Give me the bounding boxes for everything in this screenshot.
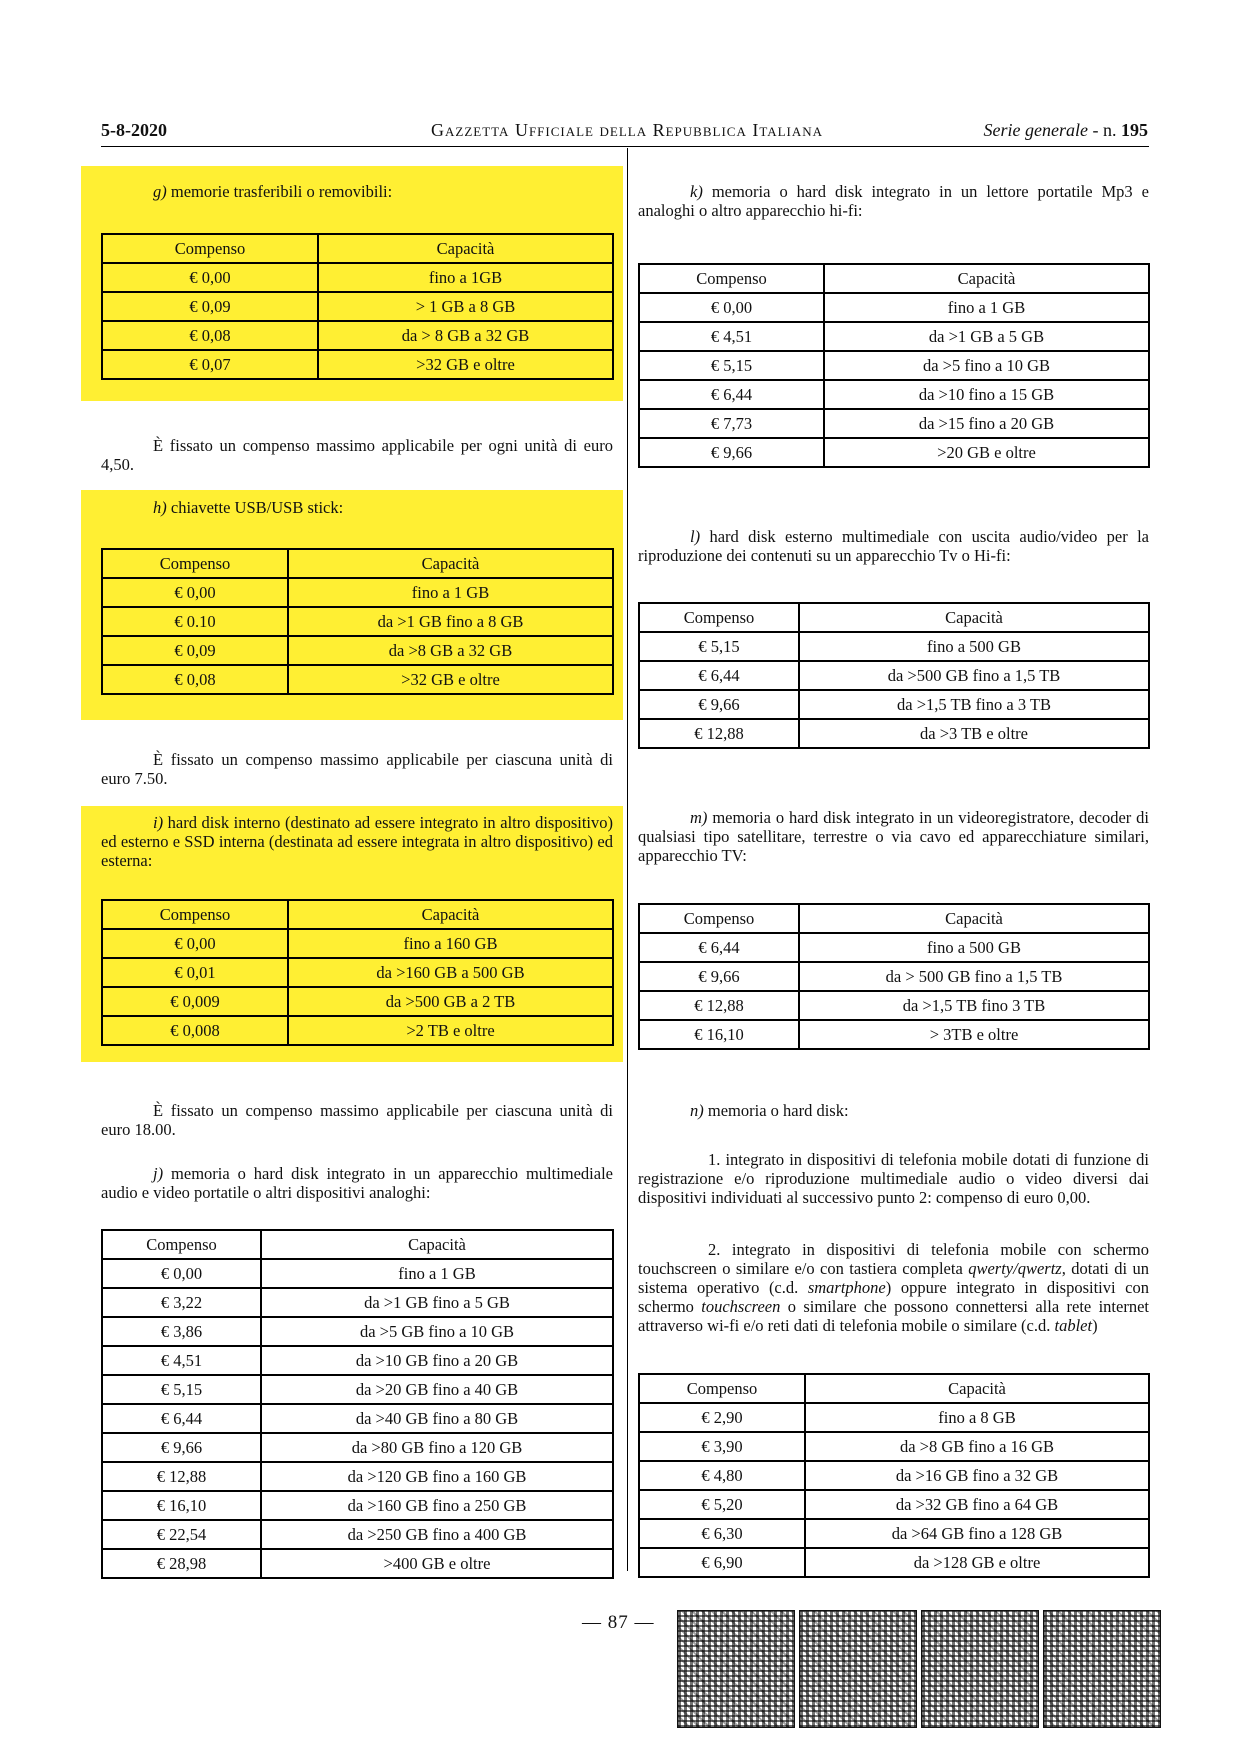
capacita-cell: da >1,5 TB fino 3 TB: [799, 991, 1149, 1020]
capacita-cell: da >80 GB fino a 120 GB: [261, 1433, 613, 1462]
col-capacita: Capacità: [318, 234, 613, 263]
col-capacita: Capacità: [824, 264, 1149, 293]
col-capacita: Capacità: [288, 900, 613, 929]
compenso-cell: € 6,44: [639, 661, 799, 690]
capacita-cell: da >16 GB fino a 32 GB: [805, 1461, 1149, 1490]
compenso-cell: € 3,86: [102, 1317, 261, 1346]
table-row: [102, 958, 613, 987]
capacita-cell: da >5 GB fino a 10 GB: [261, 1317, 613, 1346]
section-title-text: memoria o hard disk integrato in un apparecchio multimediale audio e video portatile o altri dispositivi analoghi:: [101, 1164, 613, 1202]
section-title-text: hard disk interno (destinato ad essere integrato in altro dispositivo) ed esterno e SSD interna (destinata ad essere integrata in altro dispositivo) ed esterna:: [101, 813, 613, 870]
capacita-cell: da >1 GB a 5 GB: [824, 322, 1149, 351]
compenso-cell: € 4,51: [639, 322, 824, 351]
table-row: [102, 1375, 613, 1404]
compenso-cell: € 6,44: [102, 1404, 261, 1433]
compenso-cell: € 9,66: [102, 1433, 261, 1462]
table-row: [102, 1520, 613, 1549]
table-row: [639, 1020, 1149, 1049]
table-row: [639, 632, 1149, 661]
header-rule: [101, 146, 1149, 147]
compenso-cell: € 12,88: [102, 1462, 261, 1491]
capacita-cell: fino a 160 GB: [288, 929, 613, 958]
qr-code-icon: [799, 1610, 917, 1728]
section-i-note: [101, 1101, 613, 1139]
compenso-cell: € 6,30: [639, 1519, 805, 1548]
table-l: [638, 602, 1150, 749]
compenso-cell: € 0,08: [102, 665, 288, 694]
point-text: 2. integrato in dispositivi di telefonia mobile con schermo touchscreen o similare e/o con tastiera completa: [638, 1240, 1149, 1278]
table-row: [102, 1259, 613, 1288]
compenso-cell: € 6,90: [639, 1548, 805, 1577]
capacita-cell: da >40 GB fino a 80 GB: [261, 1404, 613, 1433]
compenso-cell: € 0,00: [102, 263, 318, 292]
compenso-cell: € 0,008: [102, 1016, 288, 1045]
point-text: , dotati di un sistema operativo (c.d.: [638, 1259, 1149, 1297]
table-m: [638, 903, 1150, 1050]
compenso-cell: € 0,07: [102, 350, 318, 379]
section-letter: m): [690, 808, 708, 827]
capacita-cell: da >32 GB fino a 64 GB: [805, 1490, 1149, 1519]
table-row: [102, 350, 613, 379]
compenso-cell: € 12,88: [639, 719, 799, 748]
col-compenso: Compenso: [639, 264, 824, 293]
capacita-cell: >2 TB e oltre: [288, 1016, 613, 1045]
table-row: [102, 1491, 613, 1520]
compenso-cell: € 0,00: [102, 1259, 261, 1288]
capacita-cell: > 3TB e oltre: [799, 1020, 1149, 1049]
col-compenso: Compenso: [102, 549, 288, 578]
capacita-cell: da >120 GB fino a 160 GB: [261, 1462, 613, 1491]
table-row: [102, 1462, 613, 1491]
table-row: [639, 1432, 1149, 1461]
compenso-cell: € 28,98: [102, 1549, 261, 1578]
compenso-cell: € 0,09: [102, 636, 288, 665]
compenso-cell: € 16,10: [639, 1020, 799, 1049]
table-row: [102, 1549, 613, 1578]
capacita-cell: fino a 500 GB: [799, 933, 1149, 962]
series-label: Serie generale: [983, 120, 1088, 140]
table-row: [639, 438, 1149, 467]
point-text: o similare che possono connettersi alla rete internet attraverso wi-fi e/o reti dati di telefonia mobile o similare (c.d.: [638, 1297, 1149, 1335]
point-text: ): [1092, 1316, 1098, 1335]
compenso-cell: € 5,20: [639, 1490, 805, 1519]
section-g-title: [101, 182, 613, 201]
table-row: [639, 1403, 1149, 1432]
compenso-cell: € 0,00: [102, 929, 288, 958]
table-j: [101, 1229, 614, 1579]
table-row: [102, 929, 613, 958]
capacita-cell: da >1 GB fino a 5 GB: [261, 1288, 613, 1317]
compenso-cell: € 16,10: [102, 1491, 261, 1520]
compenso-cell: € 6,44: [639, 380, 824, 409]
compenso-cell: € 7,73: [639, 409, 824, 438]
compenso-cell: € 5,15: [102, 1375, 261, 1404]
capacita-cell: da >160 GB a 500 GB: [288, 958, 613, 987]
table-row: [102, 665, 613, 694]
compenso-cell: € 0,08: [102, 321, 318, 350]
publication-title: Gazzetta Ufficiale della Repubblica Italiana: [431, 120, 824, 140]
table-row: [102, 607, 613, 636]
capacita-cell: da >8 GB a 32 GB: [288, 636, 613, 665]
section-letter: n): [690, 1101, 704, 1120]
compenso-cell: € 4,51: [102, 1346, 261, 1375]
series-separator: - n.: [1088, 120, 1121, 140]
section-letter: g): [153, 182, 167, 201]
section-title-text: memoria o hard disk integrato in un lettore portatile Mp3 e analoghi o altro apparecchio hi-fi:: [638, 182, 1149, 220]
note-text: È fissato un compenso massimo applicabile per ciascuna unità di euro 18.00.: [101, 1101, 613, 1139]
qr-code-icon: [921, 1610, 1039, 1728]
table-row: [639, 661, 1149, 690]
section-letter: j): [153, 1164, 164, 1183]
compenso-cell: € 4,80: [639, 1461, 805, 1490]
compenso-cell: € 0,00: [639, 293, 824, 322]
capacita-cell: da >1 GB fino a 8 GB: [288, 607, 613, 636]
series-info: [984, 120, 1148, 141]
section-title-text: hard disk esterno multimediale con uscita audio/video per la riproduzione dei contenuti su un apparecchio Tv o Hi-fi:: [638, 527, 1149, 565]
section-letter: k): [690, 182, 703, 201]
section-title-text: memoria o hard disk:: [703, 1101, 849, 1120]
table-row: [102, 1433, 613, 1462]
table-row: [102, 263, 613, 292]
compenso-cell: € 9,66: [639, 962, 799, 991]
col-compenso: Compenso: [102, 900, 288, 929]
table-row: [639, 1461, 1149, 1490]
section-n-point-1: [638, 1150, 1149, 1207]
capacita-cell: fino a 1 GB: [288, 578, 613, 607]
capacita-cell: >32 GB e oltre: [318, 350, 613, 379]
table-row: [639, 1519, 1149, 1548]
table-row: [639, 1490, 1149, 1519]
point-text: ) oppure integrato in dispositivi con schermo: [638, 1278, 1149, 1316]
issue-date: 5-8-2020: [101, 120, 167, 140]
capacita-cell: >32 GB e oltre: [288, 665, 613, 694]
point-text-italic: smartphone: [807, 1278, 886, 1297]
table-row: [639, 933, 1149, 962]
compenso-cell: € 0.10: [102, 607, 288, 636]
capacita-cell: da >3 TB e oltre: [799, 719, 1149, 748]
table-row: [639, 322, 1149, 351]
table-row: [102, 987, 613, 1016]
compenso-cell: € 5,15: [639, 632, 799, 661]
compenso-cell: € 9,66: [639, 690, 799, 719]
section-title-text: memorie trasferibili o removibili:: [166, 182, 393, 201]
table-row: [102, 1404, 613, 1433]
section-h-title: [101, 498, 613, 517]
point-text: 1. integrato in dispositivi di telefonia mobile dotati di funzione di registrazione e/o riproduzione multimediale audio o video diversi dai dispositivi individuati al successivo punto 2: compenso di euro 0,00.: [638, 1150, 1149, 1207]
compenso-cell: € 2,90: [639, 1403, 805, 1432]
col-capacita: Capacità: [799, 904, 1149, 933]
capacita-cell: da >1,5 TB fino a 3 TB: [799, 690, 1149, 719]
table-i: [101, 899, 614, 1046]
table-row: [639, 293, 1149, 322]
point-text-italic: qwerty/qwertz: [968, 1259, 1062, 1278]
col-capacita: Capacità: [261, 1230, 613, 1259]
point-text-italic: tablet: [1054, 1316, 1093, 1335]
capacita-cell: da >10 GB fino a 20 GB: [261, 1346, 613, 1375]
capacita-cell: da >500 GB fino a 1,5 TB: [799, 661, 1149, 690]
table-row: [639, 991, 1149, 1020]
table-row: [102, 1317, 613, 1346]
section-l-title: [638, 527, 1149, 565]
qr-code-icon: [677, 1610, 795, 1728]
table-row: [102, 578, 613, 607]
section-g-note: [101, 436, 613, 474]
compenso-cell: € 5,15: [639, 351, 824, 380]
section-j-title: [101, 1164, 613, 1202]
capacita-cell: >20 GB e oltre: [824, 438, 1149, 467]
section-k-title: [638, 182, 1149, 220]
section-letter: h): [153, 498, 167, 517]
note-text: È fissato un compenso massimo applicabile per ogni unità di euro 4,50.: [101, 436, 613, 474]
table-row: [639, 719, 1149, 748]
capacita-cell: da >64 GB fino a 128 GB: [805, 1519, 1149, 1548]
capacita-cell: da >5 fino a 10 GB: [824, 351, 1149, 380]
capacita-cell: da >128 GB e oltre: [805, 1548, 1149, 1577]
section-i-title: [101, 813, 613, 870]
capacita-cell: fino a 500 GB: [799, 632, 1149, 661]
capacita-cell: >400 GB e oltre: [261, 1549, 613, 1578]
table-row: [639, 409, 1149, 438]
capacita-cell: da >8 GB fino a 16 GB: [805, 1432, 1149, 1461]
compenso-cell: € 12,88: [639, 991, 799, 1020]
col-compenso: Compenso: [639, 904, 799, 933]
compenso-cell: € 0,01: [102, 958, 288, 987]
compenso-cell: € 0,009: [102, 987, 288, 1016]
col-capacita: Capacità: [799, 603, 1149, 632]
series-number: 195: [1121, 120, 1148, 140]
compenso-cell: € 0,09: [102, 292, 318, 321]
section-title-text: memoria o hard disk integrato in un videoregistratore, decoder di qualsiasi tipo satellitare, terrestre o via cavo ed apparecchiature similari, apparecchio TV:: [638, 808, 1149, 865]
table-row: [102, 292, 613, 321]
table-row: [639, 690, 1149, 719]
table-row: [639, 380, 1149, 409]
col-compenso: Compenso: [102, 1230, 261, 1259]
column-divider: [627, 148, 628, 1571]
table-row: [102, 1016, 613, 1045]
compenso-cell: € 6,44: [639, 933, 799, 962]
capacita-cell: da >10 fino a 15 GB: [824, 380, 1149, 409]
section-letter: i): [153, 813, 164, 832]
table-row: [102, 636, 613, 665]
col-capacita: Capacità: [288, 549, 613, 578]
table-row: [639, 1548, 1149, 1577]
point-text-italic: touchscreen: [701, 1297, 781, 1316]
capacita-cell: da >500 GB a 2 TB: [288, 987, 613, 1016]
table-row: [102, 1346, 613, 1375]
table-row: [102, 1288, 613, 1317]
section-n-title: [638, 1101, 1149, 1120]
page-header: [101, 120, 1148, 144]
capacita-cell: > 1 GB a 8 GB: [318, 292, 613, 321]
qr-code-icon: [1043, 1610, 1161, 1728]
table-k: [638, 263, 1150, 468]
capacita-cell: da >20 GB fino a 40 GB: [261, 1375, 613, 1404]
compenso-cell: € 22,54: [102, 1520, 261, 1549]
col-compenso: Compenso: [639, 603, 799, 632]
compenso-cell: € 0,00: [102, 578, 288, 607]
table-g: [101, 233, 614, 380]
compenso-cell: € 9,66: [639, 438, 824, 467]
section-title-text: chiavette USB/USB stick:: [166, 498, 344, 517]
capacita-cell: da >15 fino a 20 GB: [824, 409, 1149, 438]
compenso-cell: € 3,90: [639, 1432, 805, 1461]
note-text: È fissato un compenso massimo applicabile per ciascuna unità di euro 7.50.: [101, 750, 613, 788]
section-h-note: [101, 750, 613, 788]
col-compenso: Compenso: [639, 1374, 805, 1403]
col-compenso: Compenso: [102, 234, 318, 263]
compenso-cell: € 3,22: [102, 1288, 261, 1317]
table-row: [639, 351, 1149, 380]
page-number: — 87 —: [582, 1612, 655, 1633]
capacita-cell: da > 500 GB fino a 1,5 TB: [799, 962, 1149, 991]
section-n-point-2: [638, 1240, 1149, 1335]
section-letter: l): [690, 527, 701, 546]
capacita-cell: fino a 1 GB: [824, 293, 1149, 322]
capacita-cell: da >250 GB fino a 400 GB: [261, 1520, 613, 1549]
table-h: [101, 548, 614, 695]
table-n: [638, 1373, 1150, 1578]
capacita-cell: da >160 GB fino a 250 GB: [261, 1491, 613, 1520]
table-row: [102, 321, 613, 350]
capacita-cell: fino a 1 GB: [261, 1259, 613, 1288]
capacita-cell: fino a 1GB: [318, 263, 613, 292]
col-capacita: Capacità: [805, 1374, 1149, 1403]
table-row: [639, 962, 1149, 991]
capacita-cell: da > 8 GB a 32 GB: [318, 321, 613, 350]
capacita-cell: fino a 8 GB: [805, 1403, 1149, 1432]
section-m-title: [638, 808, 1149, 865]
